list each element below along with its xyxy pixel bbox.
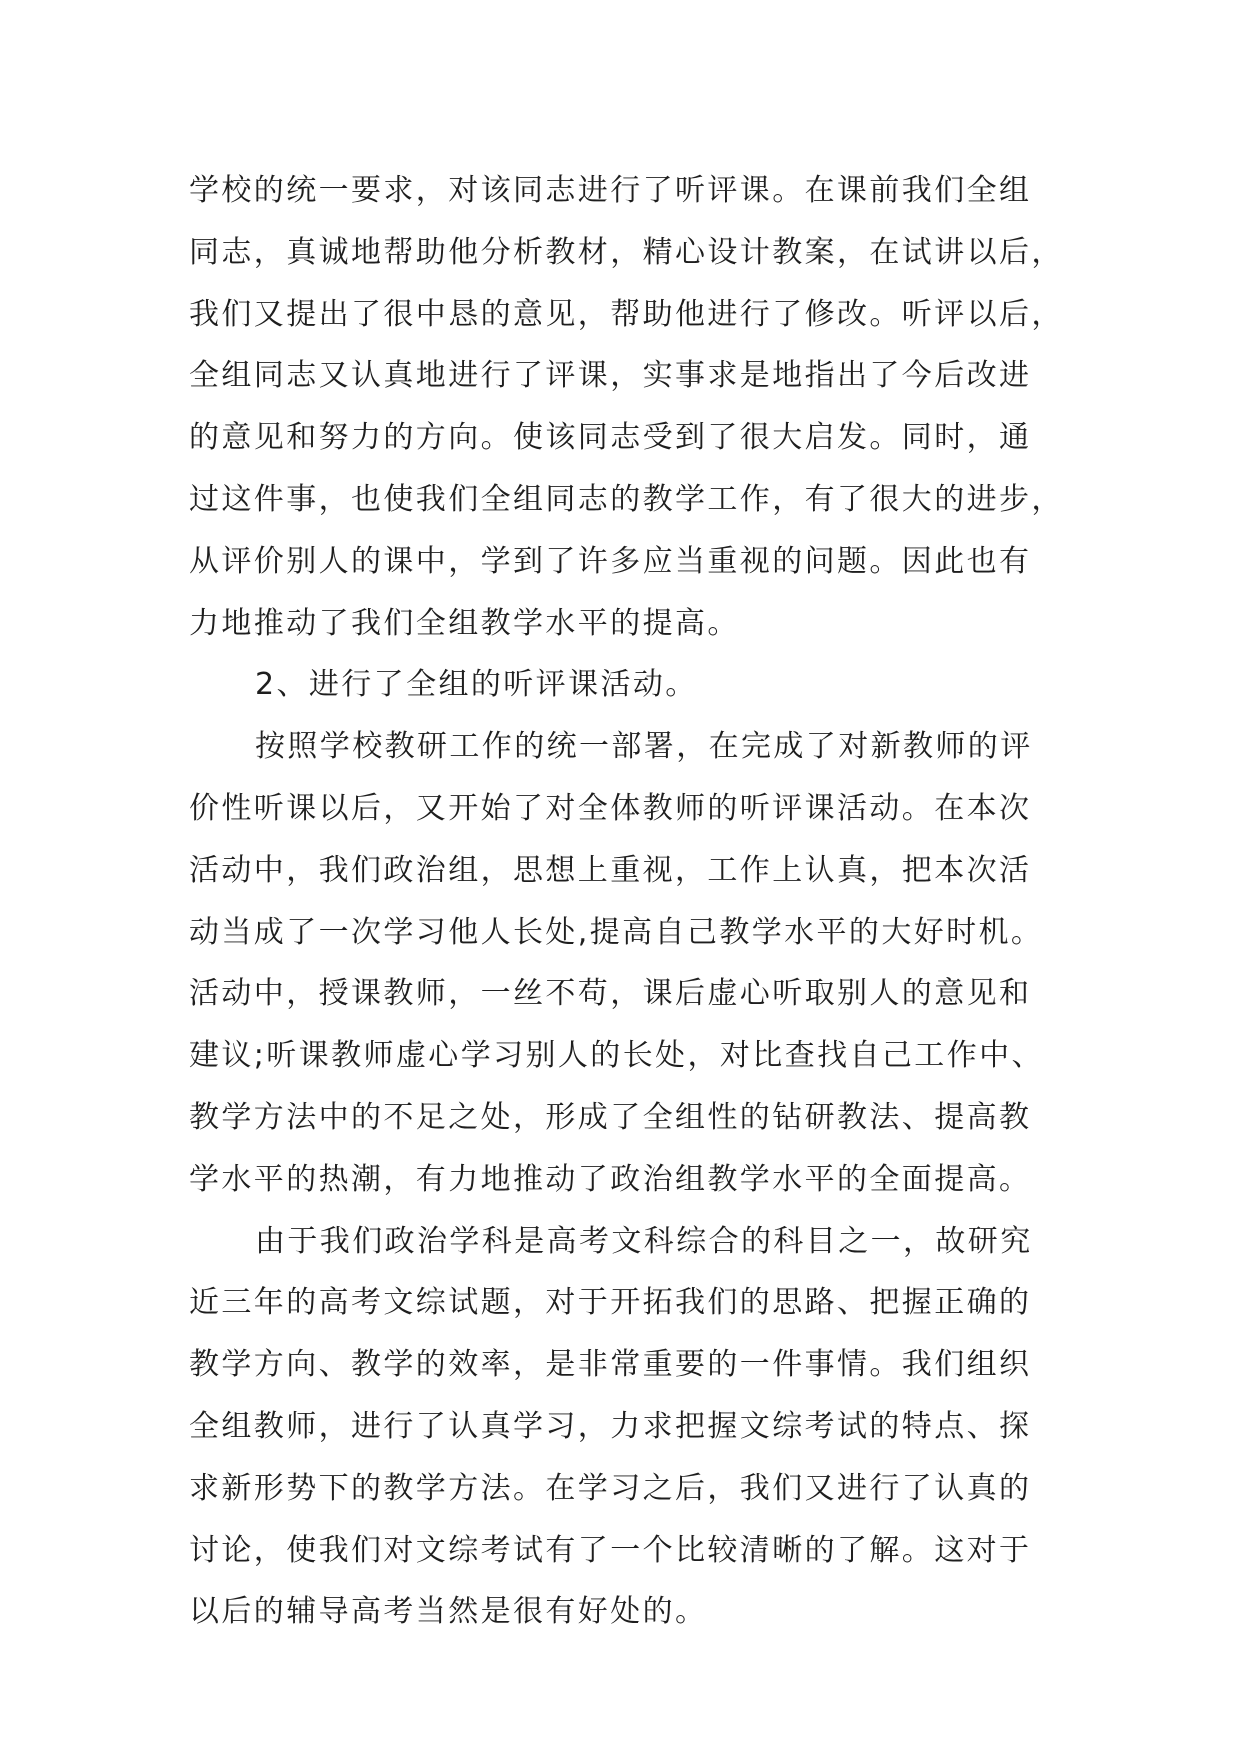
text-line: 同志，真诚地帮助他分析教材，精心设计教案，在试讲以后，: [189, 234, 1064, 270]
text-line: 全组教师，进行了认真学习，力求把握文综考试的特点、探: [189, 1408, 1032, 1444]
text-line: 学水平的热潮，有力地推动了政治组教学水平的全面提高。: [189, 1161, 1032, 1197]
text-line: 活动中，我们政治组，思想上重视，工作上认真，把本次活: [189, 852, 1032, 888]
text-line: 教学方法中的不足之处，形成了全组性的钻研教法、提高教: [189, 1099, 1032, 1135]
text-line: 学校的统一要求，对该同志进行了听评课。在课前我们全组: [189, 173, 1032, 208]
text-line: 由于我们政治学科是高考文科综合的科目之一，故研究: [255, 1223, 1033, 1259]
text-line: 近三年的高考文综试题，对于开拓我们的思路、把握正确的: [189, 1285, 1032, 1321]
text-line: 讨论，使我们对文综考试有了一个比较清晰的了解。这对于: [189, 1532, 1032, 1568]
text-line: 价性听课以后，又开始了对全体教师的听评课活动。在本次: [189, 790, 1032, 826]
text-line: 全组同志又认真地进行了评课，实事求是地指出了今后改进: [189, 358, 1032, 394]
text-line: 力地推动了我们全组教学水平的提高。: [189, 605, 740, 641]
text-line: 教学方向、教学的效率，是非常重要的一件事情。我们组织: [189, 1347, 1032, 1383]
text-line: 建议;听课教师虚心学习别人的长处，对比查找自己工作中、: [189, 1038, 1044, 1074]
text-line: 以后的辅导高考当然是很有好处的。: [189, 1594, 708, 1630]
text-line: 过这件事，也使我们全组同志的教学工作，有了很大的进步，: [189, 481, 1064, 517]
text-line: 的意见和努力的方向。使该同志受到了很大启发。同时，通: [189, 420, 1032, 456]
text-line: 我们又提出了很中恳的意见，帮助他进行了修改。听评以后，: [189, 296, 1064, 332]
document-body: [189, 160, 1069, 1643]
text-line: 动当成了一次学习他人长处,提高自己教学水平的大好时机。: [189, 914, 1044, 950]
text-line: 从评价别人的课中，学到了许多应当重视的问题。因此也有: [189, 543, 1032, 579]
text-line: 按照学校教研工作的统一部署，在完成了对新教师的评: [255, 729, 1033, 765]
text-line: 求新形势下的教学方法。在学习之后，我们又进行了认真的: [189, 1470, 1032, 1506]
text-line: 活动中，授课教师，一丝不苟，课后虚心听取别人的意见和: [189, 976, 1032, 1012]
section-heading: 2、进行了全组的听评课活动。: [255, 667, 698, 703]
